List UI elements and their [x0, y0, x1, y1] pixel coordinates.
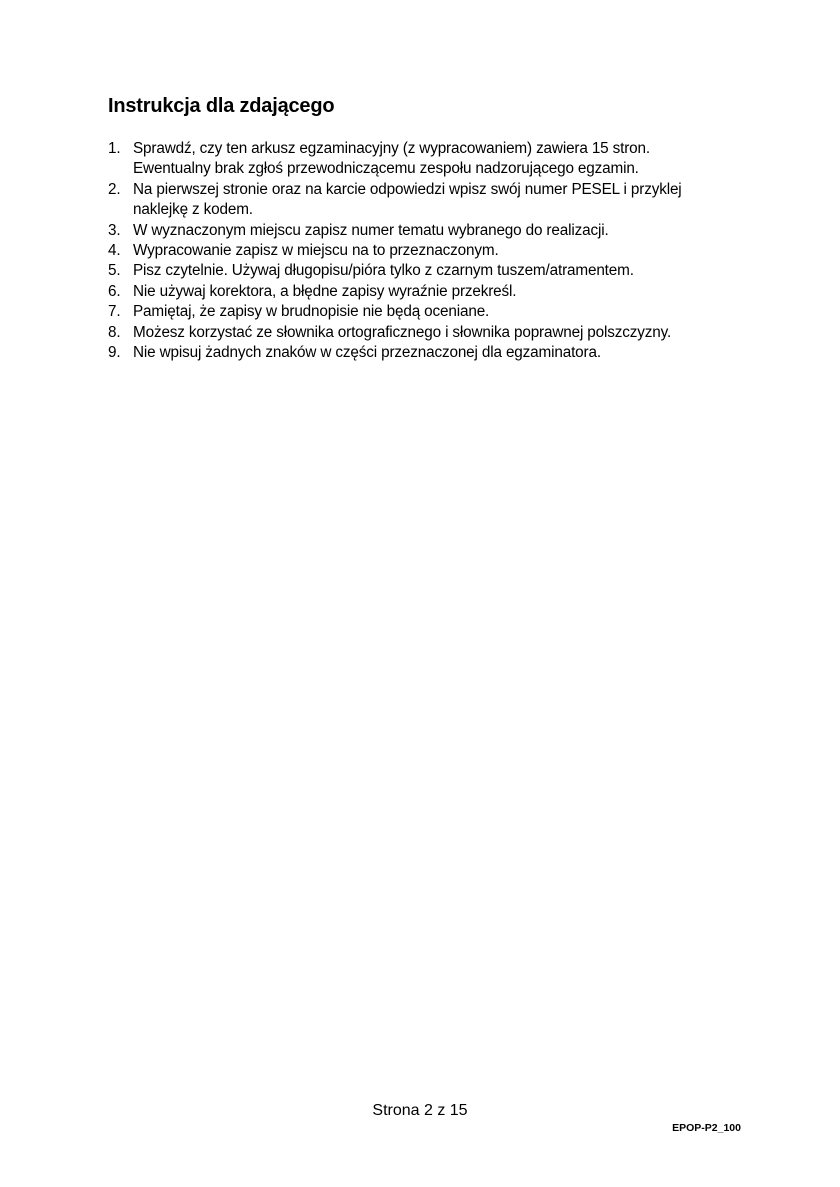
item-text: Nie używaj korektora, a błędne zapisy wyraźnie przekreśl. [133, 282, 517, 300]
item-text: Wypracowanie zapisz w miejscu na to przeznaczonym. [133, 242, 499, 260]
list-item [108, 302, 728, 322]
list-item [108, 139, 728, 180]
item-number: 1. [108, 140, 121, 157]
list-item [108, 282, 728, 302]
list-item [108, 180, 728, 221]
list-item [108, 261, 728, 281]
item-text: Możesz korzystać ze słownika ortograficznego i słownika poprawnej polszczyzny. [133, 323, 672, 341]
item-number: 8. [108, 323, 121, 341]
item-text: Pisz czytelnie. Używaj długopisu/pióra tylko z czarnym tuszem/atramentem. [133, 262, 634, 280]
item-number: 3. [108, 221, 121, 239]
item-text: Na pierwszej stronie oraz na karcie odpowiedzi wpisz swój numer PESEL i przyklej naklejkę z kodem. [133, 180, 682, 219]
page-title: Instrukcja dla zdającego [108, 95, 335, 117]
page-number: Strona 2 z 15 [372, 1102, 468, 1119]
list-item [108, 221, 728, 241]
exam-code: EPOP-P2_100 [672, 1122, 741, 1134]
instruction-list [108, 139, 728, 363]
item-text: Sprawdź, czy ten arkusz egzaminacyjny (z wypracowaniem) zawiera 15 stron. Ewentualny brak zgłoś przewodniczącemu zespołu nadzorującego egzamin. [133, 140, 650, 178]
item-text: Pamiętaj, że zapisy w brudnopisie nie będą oceniane. [133, 303, 490, 321]
list-item [108, 241, 728, 261]
item-number: 2. [108, 180, 121, 198]
item-number: 7. [108, 303, 121, 321]
item-number: 4. [108, 242, 121, 260]
item-text: W wyznaczonym miejscu zapisz numer tematu wybranego do realizacji. [133, 221, 609, 239]
item-number: 5. [108, 262, 121, 280]
item-text: Nie wpisuj żadnych znaków w części przeznaczonej dla egzaminatora. [133, 344, 601, 362]
item-number: 6. [108, 282, 121, 300]
list-item [108, 323, 728, 343]
item-number: 9. [108, 344, 121, 362]
list-item [108, 343, 728, 363]
